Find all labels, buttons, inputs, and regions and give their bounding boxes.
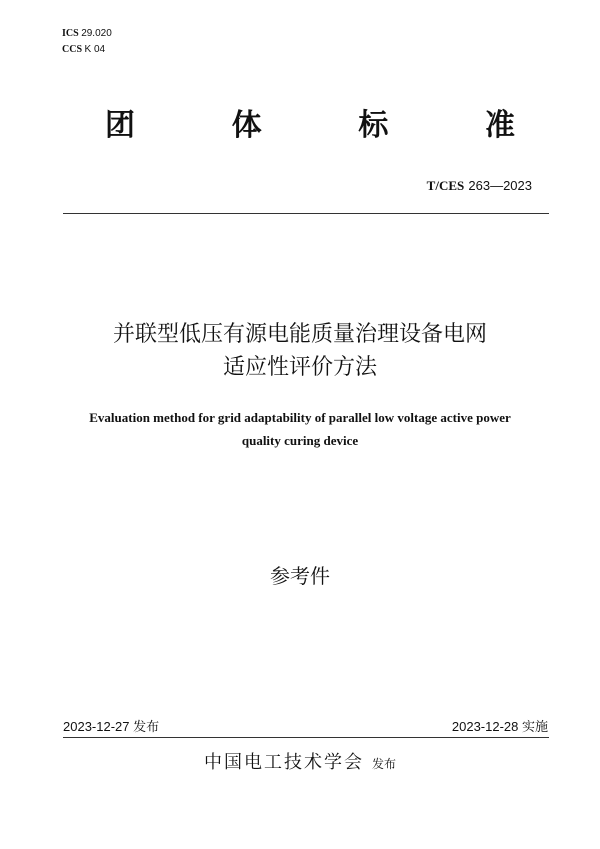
bottom-divider bbox=[63, 737, 549, 738]
issuer bbox=[0, 748, 600, 779]
english-title-line-1: Evaluation method for grid adaptability of parallel low voltage active power bbox=[89, 410, 511, 425]
chinese-title-line-2: 适应性评价方法 bbox=[222, 355, 377, 380]
implement-date: 2023-12-28 实施 bbox=[451, 719, 548, 734]
standard-type-heading bbox=[105, 106, 515, 146]
issuer-organization: 中国电工技术学会 bbox=[203, 752, 364, 773]
standard-number-prefix: T/CES bbox=[426, 178, 465, 193]
ccs-code: K 04 bbox=[84, 44, 106, 55]
standard-type-char: 标 bbox=[358, 108, 389, 143]
reference-copy-label: 参考件 bbox=[270, 564, 330, 588]
standard-type-char: 体 bbox=[231, 108, 262, 143]
ics-code: 29.020 bbox=[81, 28, 112, 39]
english-title-line-2: quality curing device bbox=[241, 433, 359, 448]
standard-number-value: 263—2023 bbox=[468, 178, 532, 193]
publish-date: 2023-12-27 发布 bbox=[63, 719, 160, 734]
ics-code-line bbox=[62, 26, 112, 42]
classification-codes bbox=[62, 26, 112, 58]
standard-type-char: 准 bbox=[484, 108, 515, 143]
issuer-action: 发布 bbox=[371, 757, 396, 771]
english-title bbox=[40, 406, 560, 452]
ccs-code-line bbox=[62, 42, 112, 58]
top-divider bbox=[63, 213, 549, 214]
chinese-title bbox=[40, 318, 560, 384]
ics-label: ICS bbox=[62, 28, 79, 39]
standard-type-char: 团 bbox=[105, 108, 135, 143]
ccs-label: CCS bbox=[62, 44, 83, 55]
chinese-title-line-1: 并联型低压有源电能质量治理设备电网 bbox=[112, 322, 487, 347]
standard-number bbox=[427, 178, 532, 194]
